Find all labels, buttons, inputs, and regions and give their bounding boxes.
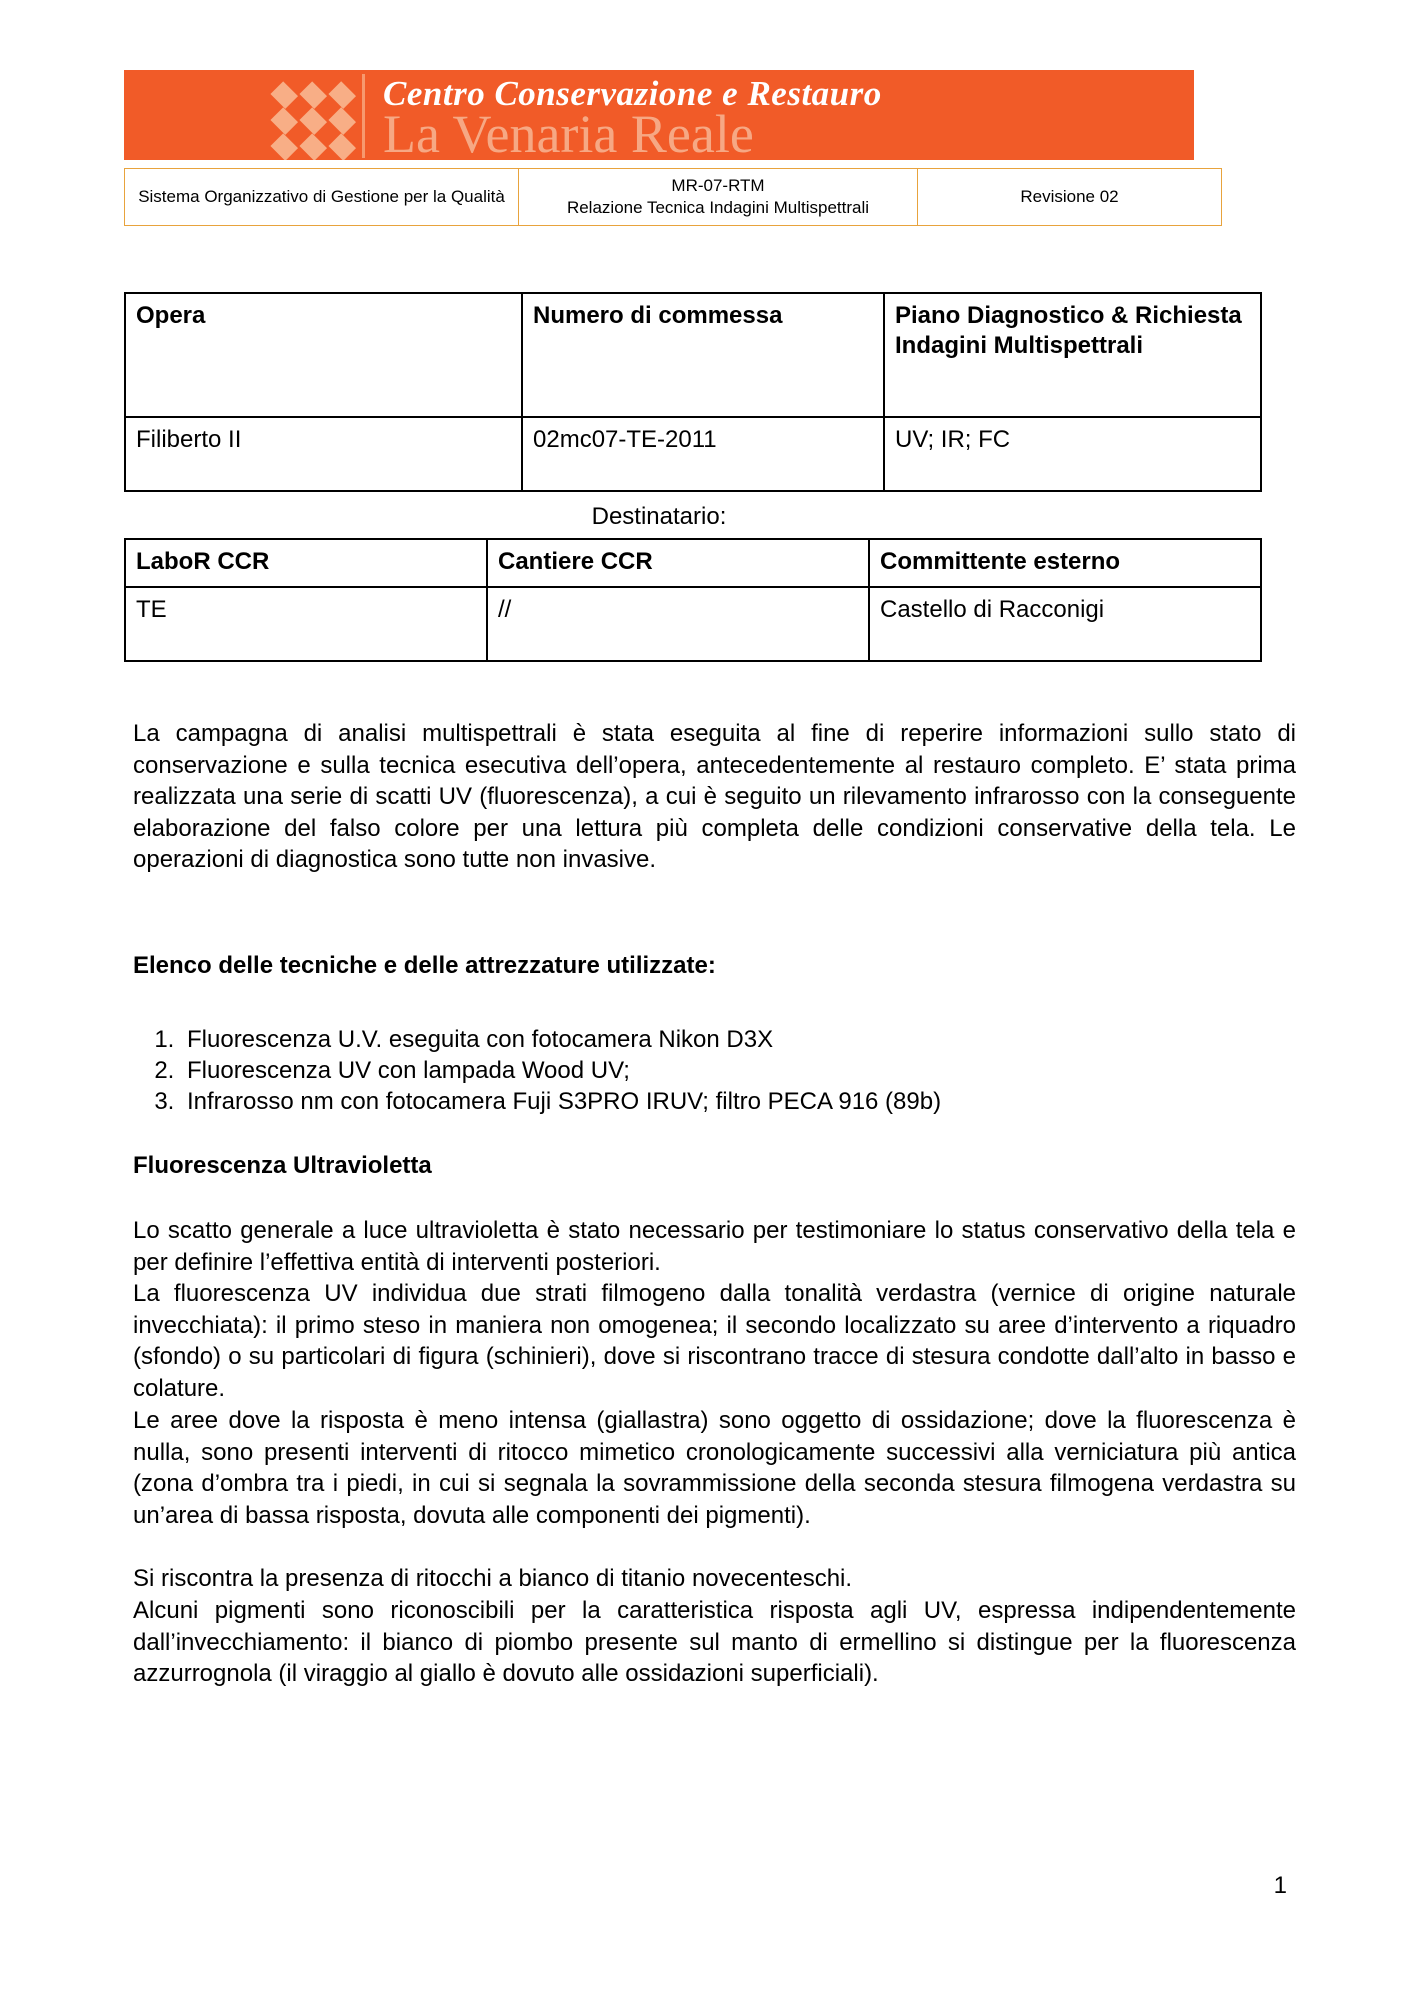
diamond-icon	[298, 82, 327, 108]
diamond-icon	[328, 134, 357, 160]
cell-commessa-value: 02mc07-TE-2011	[522, 417, 884, 491]
cell-cantiere-value: //	[487, 587, 869, 661]
destinatario-table	[124, 538, 1262, 662]
uv-paragraph-1: Lo scatto generale a luce ultravioletta è stato necessario per testimoniare lo status conservativo della tela e per definire l’effettiva entità di interventi posteriori.	[133, 1217, 1296, 1276]
list-item: 1. Fluorescenza U.V. eseguita con fotocamera Nikon D3X	[181, 1024, 1281, 1055]
table-row	[125, 169, 1222, 226]
col-header-labor: LaboR CCR	[125, 539, 487, 587]
document-code: MR-07-RTM	[671, 176, 765, 195]
diamond-icon	[298, 108, 327, 134]
uv-paragraph-4: Si riscontra la presenza di ritocchi a bianco di titanio novecenteschi.	[133, 1565, 853, 1592]
table-row	[125, 417, 1261, 491]
document-header	[124, 70, 1194, 226]
diamond-icon	[328, 108, 357, 134]
cell-piano-value: UV; IR; FC	[884, 417, 1261, 491]
revision-cell: Revisione 02	[918, 169, 1222, 226]
document-control-table	[124, 168, 1222, 226]
banner-title-line1: Centro Conservazione e Restauro	[383, 74, 882, 113]
uv-section-heading: Fluorescenza Ultravioletta	[133, 1152, 432, 1179]
table-header-row	[125, 293, 1261, 417]
diamond-icon	[269, 82, 298, 108]
page-number: 1	[1273, 1872, 1287, 1899]
opera-info-table	[124, 292, 1262, 492]
document-subtitle: Relazione Tecnica Indagini Multispettrali	[566, 198, 870, 217]
cell-committente-value: Castello di Racconigi	[869, 587, 1261, 661]
diamond-icon	[298, 134, 327, 160]
intro-paragraph: La campagna di analisi multispettrali è stata eseguita al fine di reperire informazioni sullo stato di conservazione e sulla tecnica esecutiva dell’opera, antecedentemente al restauro completo. E’ stata prima realizzata una serie di scatti UV (fluorescenza), a cui è seguito un rilevamento infrarosso con la conseguente elaborazione del falso colore per una lettura più completa delle condizioni conservative della tela. Le operazioni di diagnostica sono tutte non invasive.	[133, 720, 1296, 873]
list-item: 3. Infrarosso nm con fotocamera Fuji S3PRO IRUV; filtro PECA 916 (89b)	[181, 1086, 1281, 1117]
uv-paragraph-2: La fluorescenza UV individua due strati filmogeno dalla tonalità verdastra (vernice di origine naturale invecchiata): il primo steso in maniera non omogenea; il secondo localizzato su aree d’intervento a riquadro (sfondo) o su particolari di figura (schinieri), dove si riscontrano tracce di stesura condotte dall’alto in basso e colature.	[133, 1280, 1296, 1402]
diamond-icon	[269, 134, 298, 160]
col-header-cantiere: Cantiere CCR	[487, 539, 869, 587]
banner-title-line2: La Venaria Reale	[383, 104, 754, 160]
banner-text-area	[365, 70, 1194, 160]
table-row	[125, 587, 1261, 661]
table-header-row	[125, 539, 1261, 587]
cell-labor-value: TE	[125, 587, 487, 661]
diamond-icon	[328, 82, 357, 108]
col-header-committente: Committente esterno	[869, 539, 1261, 587]
col-header-piano: Piano Diagnostico & Richiesta Indagini Multispettrali	[884, 293, 1261, 417]
uv-paragraph-3: Le aree dove la risposta è meno intensa (giallastra) sono oggetto di ossidazione; dove la fluorescenza è nulla, sono presenti interventi di ritocco mimetico cronologicamente successivi alla verniciatura più antica (zona d’ombra tra i piedi, in cui si segnala la sovrammissione della seconda stesura filmogena verdastra su un’area di bassa risposta, dovuta alle componenti dei pigmenti).	[133, 1407, 1296, 1529]
quality-system-cell: Sistema Organizzativo di Gestione per la Qualità	[125, 169, 519, 226]
document-code-cell	[519, 169, 918, 226]
list-item: 2. Fluorescenza UV con lampada Wood UV;	[181, 1055, 1281, 1086]
techniques-list	[133, 1024, 1281, 1117]
col-header-commessa: Numero di commessa	[522, 293, 884, 417]
col-header-opera: Opera	[125, 293, 522, 417]
diamond-pattern-icon	[269, 82, 357, 160]
uv-paragraph-5: Alcuni pigmenti sono riconoscibili per la caratteristica risposta agli UV, espressa indipendentemente dall’invecchiamento: il bianco di piombo presente sul manto di ermellino si distingue per la fluorescenza azzurrognola (il viraggio al giallo è dovuto alle ossidazioni superficiali).	[133, 1597, 1296, 1687]
destinatario-label: Destinatario:	[591, 503, 727, 530]
institution-banner	[124, 70, 1194, 160]
techniques-heading: Elenco delle tecniche e delle attrezzature utilizzate:	[133, 952, 716, 979]
cell-opera-value: Filiberto II	[125, 417, 522, 491]
diamond-icon	[269, 108, 298, 134]
logo-area	[124, 70, 362, 160]
